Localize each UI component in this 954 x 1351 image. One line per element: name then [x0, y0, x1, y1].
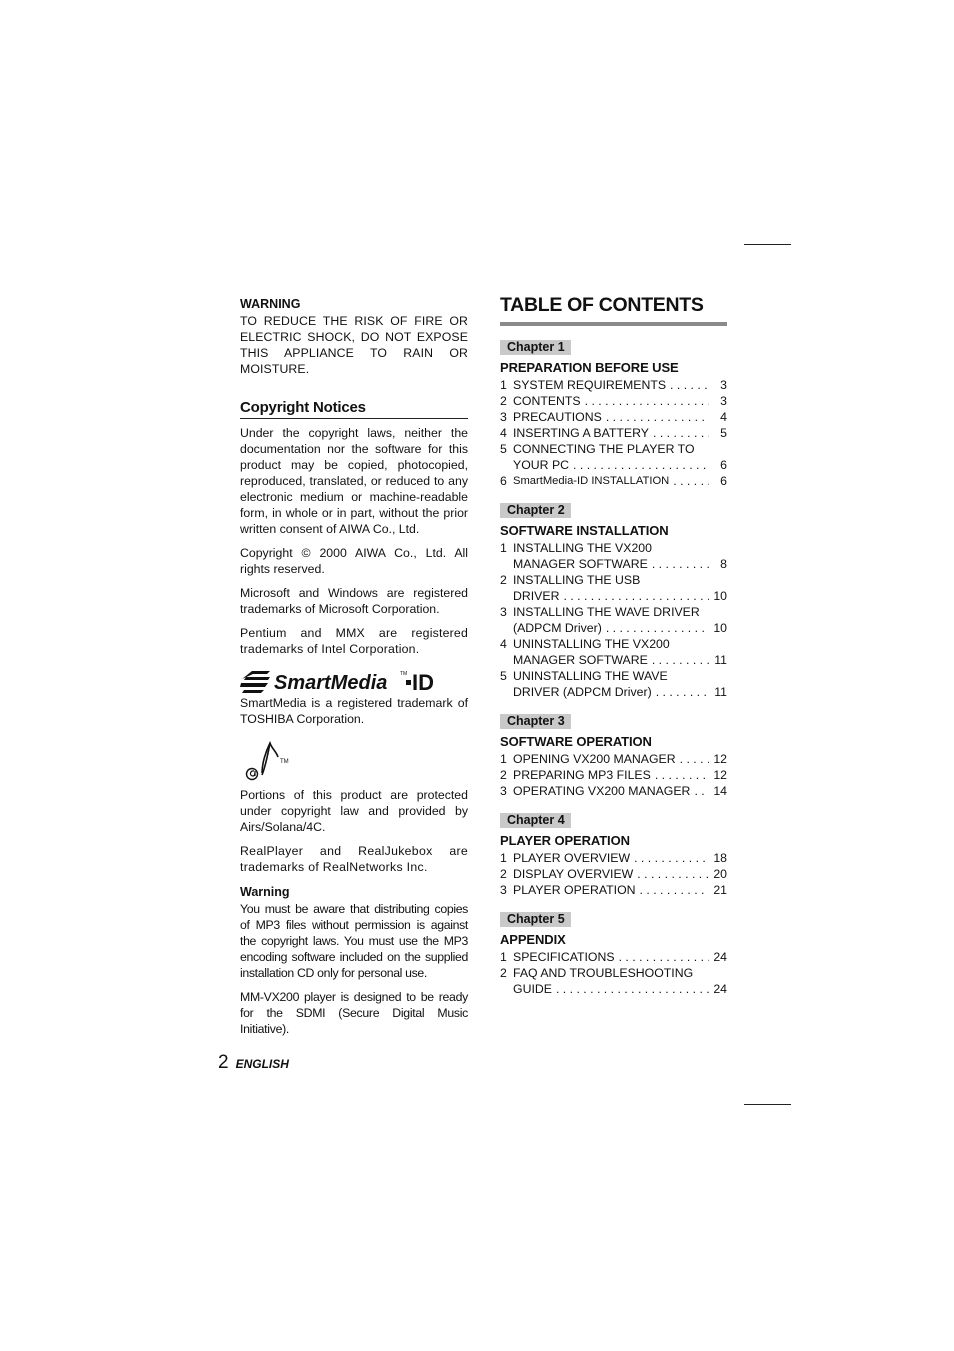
toc-entry-page: 11	[714, 653, 727, 667]
toc-leader-dots	[602, 409, 709, 425]
toc-entry[interactable]	[500, 981, 727, 997]
toc-entry-number: 3	[500, 410, 507, 424]
toc-leader-dots	[581, 393, 709, 409]
language-label: ENGLISH	[235, 1057, 289, 1071]
toc-entry[interactable]	[500, 684, 727, 700]
toc-leader-dots	[652, 684, 709, 700]
toc-entry[interactable]	[500, 556, 727, 572]
toc-entry-page: 5	[720, 426, 727, 440]
realplayer-trademark: RealPlayer and RealJukebox are trademarks of RealNetworks Inc.	[240, 844, 468, 874]
toc-entry-text-line1: INSTALLING THE VX200	[513, 541, 652, 555]
toc-entry[interactable]	[500, 425, 727, 441]
toc-entry-page: 18	[713, 851, 727, 865]
toc-entry-first-line	[500, 572, 727, 588]
toc-entry-label: (ADPCM Driver)	[513, 621, 602, 635]
toc-entry[interactable]	[500, 620, 727, 636]
toc-entry-text-line1: INSTALLING THE WAVE DRIVER	[513, 605, 700, 619]
toc-entry-first-line	[500, 604, 727, 620]
warning-title: WARNING	[240, 297, 301, 311]
toc-entry-page: 24	[713, 950, 727, 964]
chapter-heading: PLAYER OPERATION	[500, 833, 630, 848]
toc-entry[interactable]	[500, 783, 727, 799]
toc-entry[interactable]	[500, 866, 727, 882]
crop-mark-bottom	[744, 1104, 791, 1105]
toc-entry-number: 4	[500, 637, 507, 651]
copyright-line: Copyright © 2000 AIWA Co., Ltd. All rights reserved.	[240, 546, 468, 576]
toc-leader-dots	[648, 652, 709, 668]
toc-entry-number: 6	[500, 474, 507, 488]
svg-text:TM: TM	[400, 671, 408, 677]
toc-body	[500, 326, 727, 997]
toc-entry-number: 4	[500, 426, 507, 440]
microsoft-trademark: Microsoft and Windows are registered trademarks of Microsoft Corporation.	[240, 586, 468, 616]
toc-entry-number: 1	[500, 378, 507, 392]
toc-entry-text-line1: UNINSTALLING THE WAVE	[513, 669, 668, 683]
toc-entry-page: 4	[720, 410, 727, 424]
toc-title: TABLE OF CONTENTS	[500, 294, 704, 316]
toc-entry-first-line	[500, 540, 727, 556]
toc-entry-number: 2	[500, 394, 507, 408]
chapter-label: Chapter 1	[500, 340, 571, 355]
toc-entry-label: MANAGER SOFTWARE	[513, 653, 648, 667]
toc-entry-first-line	[500, 636, 727, 652]
toc-entry[interactable]	[500, 751, 727, 767]
toc-leader-dots	[651, 767, 709, 783]
chapter-heading: PREPARATION BEFORE USE	[500, 360, 679, 375]
toc-entry-page: 20	[713, 867, 727, 881]
page-number: 2	[218, 1052, 229, 1073]
toc-entry[interactable]	[500, 473, 727, 489]
smartmedia-id-logo	[240, 665, 468, 695]
toc-leader-dots	[648, 556, 709, 572]
toc-leader-dots	[552, 981, 709, 997]
toc-entry-page: 3	[720, 394, 727, 408]
toc-entry-number: 1	[500, 851, 507, 865]
toc-entry-label: SPECIFICATIONS	[513, 950, 615, 964]
toc-entry-label: CONTENTS	[513, 394, 581, 408]
toc-entry[interactable]	[500, 949, 727, 965]
toc-entry-label: INSERTING A BATTERY	[513, 426, 649, 440]
pentium-trademark: Pentium and MMX are registered trademarks of Intel Corporation.	[240, 626, 468, 656]
chapter-label: Chapter 4	[500, 813, 571, 828]
chapter-label: Chapter 3	[500, 714, 571, 729]
toc-entry-label: PLAYER OVERVIEW	[513, 851, 631, 865]
toc-entry-label: OPENING VX200 MANAGER	[513, 752, 676, 766]
toc-leader-dots	[636, 882, 709, 898]
toc-entry-number: 3	[500, 784, 507, 798]
toc-entry-number: 2	[500, 768, 507, 782]
toc-entry-number: 1	[500, 541, 507, 555]
music-note-logo	[240, 741, 468, 781]
toc-entry[interactable]	[500, 457, 727, 473]
chapter-label: Chapter 5	[500, 912, 571, 927]
toc-entry-number: 2	[500, 573, 507, 587]
toc-entry[interactable]	[500, 377, 727, 393]
chapter-heading: APPENDIX	[500, 932, 566, 947]
toc-entry-number: 5	[500, 669, 507, 683]
toc-leader-dots	[615, 949, 709, 965]
toc-entry-number: 1	[500, 752, 507, 766]
toc-entry-text-line1: UNINSTALLING THE VX200	[513, 637, 670, 651]
toc-leader-dots	[559, 588, 709, 604]
toc-entry-number: 5	[500, 442, 507, 456]
toc-entry-number: 2	[500, 966, 507, 980]
portions-text: Portions of this product are protected under copyright law and provided by Airs/Solana/4C.	[240, 788, 468, 834]
music-logo-tm: TM	[280, 759, 289, 765]
crop-mark-top	[744, 244, 791, 245]
toc-entry-page: 6	[720, 458, 727, 472]
toc-entry-page: 24	[713, 982, 727, 996]
toc-entry-label: SYSTEM REQUIREMENTS	[513, 378, 667, 392]
toc-entry-page: 12	[713, 752, 727, 766]
copyright-text: Under the copyright laws, neither the documentation nor the software for this product may be copied, photocopied, reproduced, translated, or reduced to any electronic medium or machine-readable form, in whole or in part, without the prior written consent of AIWA Co., Ltd.	[240, 426, 468, 536]
toc-entry-label: PRECAUTIONS	[513, 410, 602, 424]
toc-entry-number: 1	[500, 950, 507, 964]
table-of-contents	[500, 292, 727, 997]
toc-entry-page: 6	[720, 474, 727, 488]
warning2-text: You must be aware that distributing copies of MP3 files without permission is against the copyright laws. You must use the MP3 encoding software included on the supplied installation CD only for personal use.	[240, 902, 468, 980]
toc-entry[interactable]	[500, 393, 727, 409]
toc-entry-first-line	[500, 668, 727, 684]
toc-leader-dots	[669, 473, 709, 489]
toc-entry-page: 21	[713, 883, 727, 897]
toc-leader-dots	[569, 457, 709, 473]
toc-entry-page: 8	[720, 557, 727, 571]
toc-entry-label: SmartMedia-ID INSTALLATION	[513, 475, 670, 487]
toc-entry-number: 3	[500, 883, 507, 897]
sdmi-text: MM-VX200 player is designed to be ready for the SDMI (Secure Digital Music Initiative).	[240, 990, 468, 1036]
toc-entry-label: GUIDE	[513, 982, 552, 996]
smartmedia-icon	[240, 666, 438, 694]
toc-entry-label: DRIVER (ADPCM Driver)	[513, 685, 652, 699]
toc-entry-number: 3	[500, 605, 507, 619]
toc-entry-page: 12	[713, 768, 727, 782]
chapter-label: Chapter 2	[500, 503, 571, 518]
toc-entry-first-line	[500, 441, 727, 457]
toc-entry-text-line1: FAQ AND TROUBLESHOOTING	[513, 966, 694, 980]
smartmedia-logo-suffix: ID	[412, 670, 434, 694]
toc-entry-text-line1: INSTALLING THE USB	[513, 573, 641, 587]
toc-entry-label: YOUR PC	[513, 458, 570, 472]
toc-leader-dots	[630, 850, 709, 866]
music-note-icon	[240, 741, 296, 781]
smartmedia-logo-text: SmartMedia	[274, 672, 388, 694]
page-footer	[218, 1052, 289, 1074]
toc-entry-label: OPERATING VX200 MANAGER	[513, 784, 691, 798]
toc-entry-label: DRIVER	[513, 589, 560, 603]
smartmedia-trademark: SmartMedia is a registered trademark of TOSHIBA Corporation.	[240, 696, 468, 726]
toc-entry-label: DISPLAY OVERVIEW	[513, 867, 634, 881]
toc-leader-dots	[649, 425, 709, 441]
toc-entry-page: 10	[713, 621, 727, 635]
toc-leader-dots	[633, 866, 709, 882]
toc-entry[interactable]	[500, 882, 727, 898]
toc-entry-page: 10	[713, 589, 727, 603]
toc-entry[interactable]	[500, 652, 727, 668]
toc-entry-text-line1: CONNECTING THE PLAYER TO	[513, 442, 695, 456]
notices-column	[240, 296, 468, 1037]
toc-entry-page: 3	[720, 378, 727, 392]
toc-entry-first-line	[500, 965, 727, 981]
chapter-heading: SOFTWARE OPERATION	[500, 734, 652, 749]
toc-leader-dots	[666, 377, 709, 393]
toc-entry[interactable]	[500, 588, 727, 604]
toc-entry-label: PLAYER OPERATION	[513, 883, 636, 897]
toc-entry[interactable]	[500, 409, 727, 425]
toc-entry[interactable]	[500, 767, 727, 783]
toc-leader-dots	[676, 751, 709, 767]
copyright-notices-title: Copyright Notices	[240, 400, 468, 419]
toc-entry-label: PREPARING MP3 FILES	[513, 768, 651, 782]
warning2-title: Warning	[240, 885, 290, 899]
toc-leader-dots	[690, 783, 709, 799]
toc-entry-page: 11	[714, 685, 727, 699]
toc-entry-label: MANAGER SOFTWARE	[513, 557, 648, 571]
toc-entry-page: 14	[713, 784, 727, 798]
warning-text: TO REDUCE THE RISK OF FIRE OR ELECTRIC SHOCK, DO NOT EXPOSE THIS APPLIANCE TO RAIN OR MOISTURE.	[240, 314, 468, 376]
toc-entry-number: 2	[500, 867, 507, 881]
toc-leader-dots	[602, 620, 709, 636]
toc-entry[interactable]	[500, 850, 727, 866]
chapter-heading: SOFTWARE INSTALLATION	[500, 523, 669, 538]
